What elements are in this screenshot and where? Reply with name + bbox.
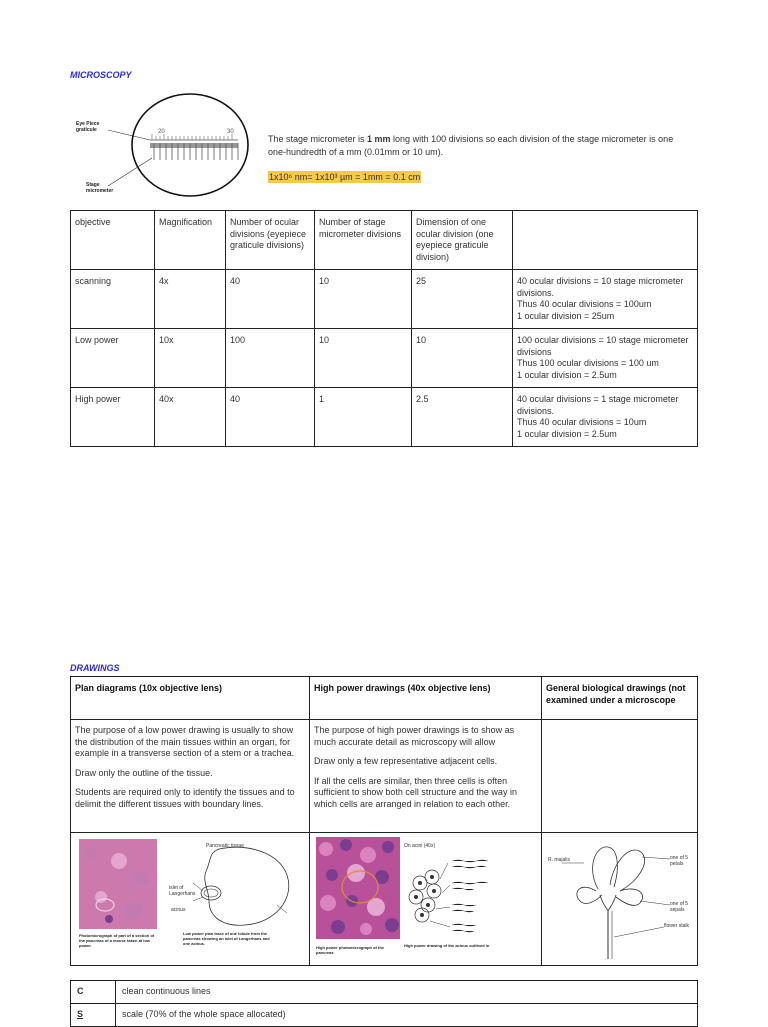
table-row bbox=[71, 388, 698, 447]
drawings-heading: DRAWINGS bbox=[70, 663, 120, 673]
plan-acinus-label: acinus bbox=[171, 907, 186, 913]
high-paragraph: If all the cells are similar, then three cells is often sufficient to show both cell structure and the way in which cells are arranged in relation to each other. bbox=[314, 775, 517, 809]
plan-paragraph: Draw only the outline of the tissue. bbox=[75, 767, 213, 778]
drawings-header-row bbox=[71, 677, 698, 720]
header-notes bbox=[513, 211, 698, 270]
cell-objective: High power bbox=[71, 388, 155, 447]
criteria-table bbox=[70, 980, 698, 1027]
criteria-code: C bbox=[71, 981, 116, 1004]
stage-label: Stage micrometer bbox=[86, 182, 114, 194]
cell-notes bbox=[513, 388, 698, 447]
cell-stage: 10 bbox=[315, 329, 412, 388]
description-bold: 1 mm bbox=[367, 134, 391, 144]
note-line: Thus 40 ocular divisions = 10um bbox=[517, 417, 647, 427]
cell-notes bbox=[513, 270, 698, 329]
high-images-cell bbox=[310, 833, 542, 966]
graticule-figure bbox=[70, 88, 260, 206]
scale-30-label: 30 bbox=[227, 129, 234, 135]
header-objective: objective bbox=[71, 211, 155, 270]
plan-drawing bbox=[179, 839, 297, 929]
cell-objective: Low power bbox=[71, 329, 155, 388]
unit-conversion: 1x10⁶ nm= 1x10³ µm = 1mm = 0.1 cm bbox=[269, 172, 421, 182]
micrometer-description bbox=[268, 133, 693, 159]
note-line: 1 ocular division = 2.5um bbox=[517, 369, 617, 380]
drawings-text-row bbox=[71, 720, 698, 833]
criteria-row bbox=[71, 1004, 698, 1027]
high-paragraph: The purpose of high power drawings is to show as much accurate detail as microscopy will allow bbox=[314, 725, 515, 747]
note-line: 1 ocular division = 25um bbox=[517, 310, 615, 321]
high-photo-caption: High power photomicrograph of the pancreas bbox=[316, 945, 384, 955]
plan-islet-label: islet of Langerhans bbox=[169, 885, 196, 897]
plan-paragraph: Students are required only to identify the tissues and to delimit the different tissues with boundary lines. bbox=[75, 787, 295, 809]
high-text-cell bbox=[310, 720, 542, 833]
header-ocular: Number of ocular divisions (eyepiece graticule divisions) bbox=[226, 211, 315, 270]
table-row bbox=[71, 329, 698, 388]
criteria-desc: scale (70% of the whole space allocated) bbox=[116, 1004, 698, 1027]
plan-top-label: Pancreatic tissue bbox=[206, 843, 245, 849]
drawings-image-row bbox=[71, 833, 698, 966]
note-line: 1 ocular division = 2.5um bbox=[517, 428, 617, 439]
conversion-line bbox=[268, 171, 421, 184]
general-images-cell bbox=[542, 833, 698, 966]
cell-ocular: 40 bbox=[226, 388, 315, 447]
plan-text-cell bbox=[71, 720, 310, 833]
plan-photo-caption: Photomicrograph of part of a section of the pancreas of a mouse taken at low power. bbox=[79, 933, 155, 948]
note-line: Thus 40 ocular divisions = 100um bbox=[517, 299, 652, 309]
eyepiece-label: Eye Piece graticule bbox=[76, 121, 100, 133]
general-label-sepals: one of 5 sepals bbox=[670, 901, 689, 913]
cell-dimension: 2.5 bbox=[412, 388, 513, 447]
note-line: Thus 100 ocular divisions = 100 um bbox=[517, 358, 659, 368]
general-label-stalk: flower stalk bbox=[664, 923, 690, 929]
note-line: 40 ocular divisions = 10 stage micrometer divisions. bbox=[517, 276, 684, 298]
cell-stage: 1 bbox=[315, 388, 412, 447]
criteria-code: S bbox=[71, 1004, 116, 1027]
scale-20-label: 20 bbox=[158, 129, 165, 135]
general-label-petals: one of 5 petals bbox=[670, 855, 689, 867]
criteria-desc: clean continuous lines bbox=[116, 981, 698, 1004]
header-dimension: Dimension of one ocular division (one eyepiece graticule division) bbox=[412, 211, 513, 270]
cell-magnification: 40x bbox=[155, 388, 226, 447]
column-high-power: High power drawings (40x objective lens) bbox=[310, 677, 542, 720]
high-paragraph: Draw only a few representative adjacent cells. bbox=[314, 756, 498, 766]
note-line: 40 ocular divisions = 1 stage micrometer divisions. bbox=[517, 394, 679, 416]
high-top-label: On acini (40x) bbox=[404, 843, 436, 849]
table-header-row bbox=[71, 211, 698, 270]
plan-images-cell bbox=[71, 833, 310, 966]
note-line: 100 ocular divisions = 10 stage micrometer divisions bbox=[517, 335, 689, 357]
cell-magnification: 10x bbox=[155, 329, 226, 388]
header-magnification: Magnification bbox=[155, 211, 226, 270]
column-plan-diagrams: Plan diagrams (10x objective lens) bbox=[71, 677, 310, 720]
cell-ocular: 100 bbox=[226, 329, 315, 388]
cell-stage: 10 bbox=[315, 270, 412, 329]
cell-dimension: 25 bbox=[412, 270, 513, 329]
criteria-row bbox=[71, 981, 698, 1004]
cell-notes bbox=[513, 329, 698, 388]
table-row bbox=[71, 270, 698, 329]
column-general: General biological drawings (not examined under a microscope bbox=[542, 677, 698, 720]
cell-objective: scanning bbox=[71, 270, 155, 329]
plan-photomicrograph bbox=[79, 839, 157, 929]
plan-drawing-caption: Low power plan trace of one lobule from the pancreas showing an islet of Langerhans and one acinus. bbox=[183, 931, 270, 946]
general-text-cell bbox=[542, 720, 698, 833]
high-photomicrograph bbox=[316, 837, 400, 939]
cell-magnification: 4x bbox=[155, 270, 226, 329]
header-stage: Number of stage micrometer divisions bbox=[315, 211, 412, 270]
general-top-label: R. majalis bbox=[548, 857, 570, 863]
high-drawing bbox=[404, 843, 530, 943]
magnification-table bbox=[70, 210, 698, 447]
microscopy-heading: MICROSCOPY bbox=[70, 70, 132, 80]
drawings-table bbox=[70, 676, 698, 966]
plan-paragraph: The purpose of a low power drawing is usually to show the distribution of the main tissues within an organ, for example in a transverse section of a stem or a trachea. bbox=[75, 725, 295, 758]
high-drawing-caption: High power drawing of the acinus outlined in bbox=[404, 943, 490, 948]
cell-ocular: 40 bbox=[226, 270, 315, 329]
description-pre: The stage micrometer is bbox=[268, 134, 368, 144]
description-post: long with 100 divisions so each division of the stage micrometer is one one-hundredth of a mm (0.01mm or 10 um). bbox=[268, 134, 674, 157]
cell-dimension: 10 bbox=[412, 329, 513, 388]
